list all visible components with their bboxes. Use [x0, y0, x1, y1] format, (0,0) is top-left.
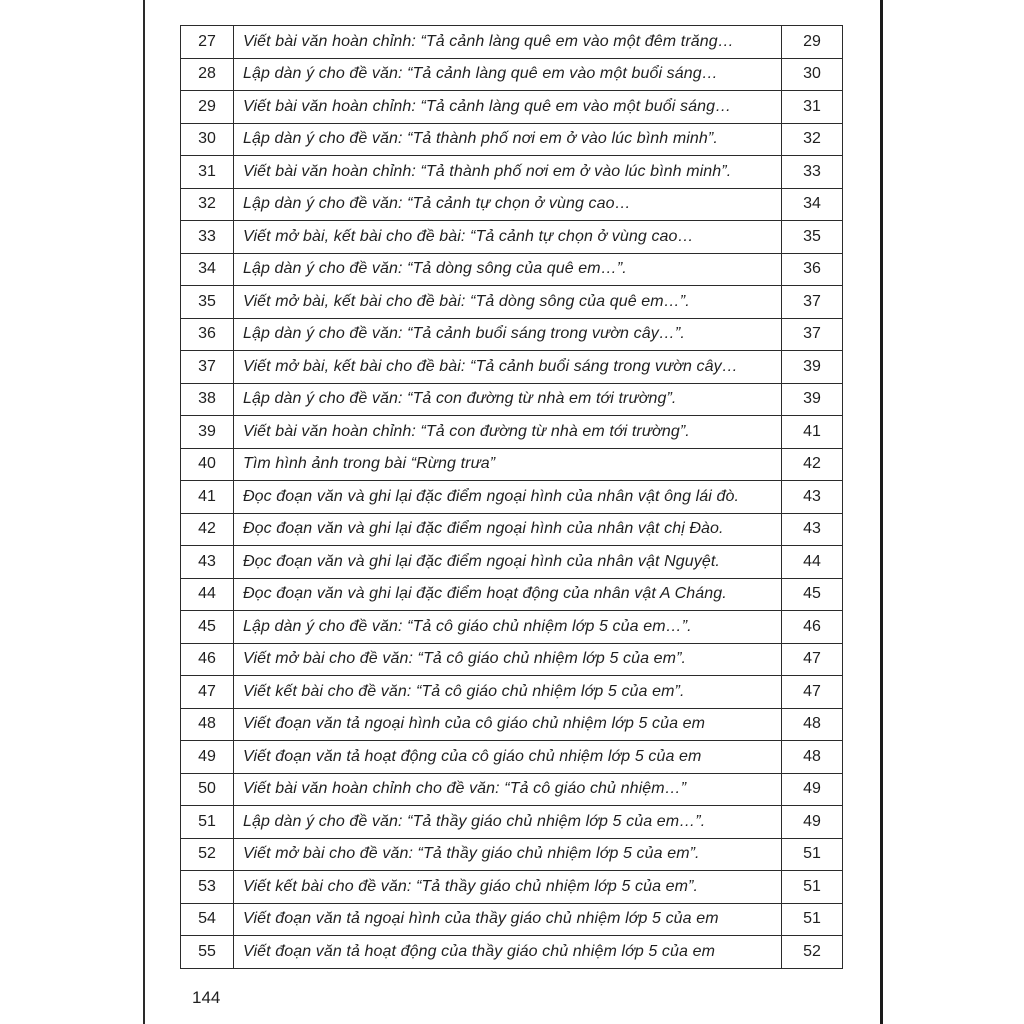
book-right-edge	[880, 0, 1024, 1024]
toc-body	[181, 26, 843, 969]
table-row	[181, 838, 843, 871]
row-title: Viết bài văn hoàn chỉnh: “Tả con đường từ nhà em tới trường”.	[234, 416, 782, 449]
row-number: 42	[181, 513, 234, 546]
row-number: 30	[181, 123, 234, 156]
row-title: Viết mở bài cho đề văn: “Tả cô giáo chủ nhiệm lớp 5 của em”.	[234, 643, 782, 676]
row-number: 34	[181, 253, 234, 286]
row-title: Viết đoạn văn tả ngoại hình của thầy giáo chủ nhiệm lớp 5 của em	[234, 903, 782, 936]
table-row	[181, 58, 843, 91]
row-title: Viết đoạn văn tả ngoại hình của cô giáo chủ nhiệm lớp 5 của em	[234, 708, 782, 741]
table-row	[181, 708, 843, 741]
row-page-number: 48	[782, 708, 843, 741]
row-number: 54	[181, 903, 234, 936]
row-number: 52	[181, 838, 234, 871]
row-title: Đọc đoạn văn và ghi lại đặc điểm ngoại hình của nhân vật ông lái đò.	[234, 481, 782, 514]
row-number: 27	[181, 26, 234, 59]
row-number: 48	[181, 708, 234, 741]
table-row	[181, 773, 843, 806]
row-title: Lập dàn ý cho đề văn: “Tả cảnh tự chọn ở vùng cao…	[234, 188, 782, 221]
row-title: Lập dàn ý cho đề văn: “Tả con đường từ nhà em tới trường”.	[234, 383, 782, 416]
row-title: Viết kết bài cho đề văn: “Tả cô giáo chủ nhiệm lớp 5 của em”.	[234, 676, 782, 709]
row-title: Lập dàn ý cho đề văn: “Tả cảnh buổi sáng trong vườn cây…”.	[234, 318, 782, 351]
row-page-number: 39	[782, 383, 843, 416]
table-row	[181, 351, 843, 384]
table-row	[181, 156, 843, 189]
row-title: Đọc đoạn văn và ghi lại đặc điểm hoạt động của nhân vật A Cháng.	[234, 578, 782, 611]
table-row	[181, 383, 843, 416]
row-page-number: 47	[782, 643, 843, 676]
table-row	[181, 936, 843, 969]
row-page-number: 41	[782, 416, 843, 449]
table-row	[181, 481, 843, 514]
table-row	[181, 611, 843, 644]
row-title: Lập dàn ý cho đề văn: “Tả dòng sông của quê em…”.	[234, 253, 782, 286]
row-title: Viết mở bài, kết bài cho đề bài: “Tả cảnh tự chọn ở vùng cao…	[234, 221, 782, 254]
row-number: 36	[181, 318, 234, 351]
row-page-number: 43	[782, 481, 843, 514]
row-number: 37	[181, 351, 234, 384]
row-number: 28	[181, 58, 234, 91]
table-row	[181, 416, 843, 449]
page-number: 144	[192, 988, 221, 1007]
table-row	[181, 676, 843, 709]
row-number: 41	[181, 481, 234, 514]
row-page-number: 37	[782, 286, 843, 319]
row-title: Đọc đoạn văn và ghi lại đặc điểm ngoại hình của nhân vật Nguyệt.	[234, 546, 782, 579]
row-number: 40	[181, 448, 234, 481]
row-title: Lập dàn ý cho đề văn: “Tả thầy giáo chủ nhiệm lớp 5 của em…”.	[234, 806, 782, 839]
row-number: 44	[181, 578, 234, 611]
row-page-number: 51	[782, 838, 843, 871]
row-title: Viết bài văn hoàn chỉnh cho đề văn: “Tả cô giáo chủ nhiệm…”	[234, 773, 782, 806]
table-row	[181, 221, 843, 254]
book-left-edge	[0, 0, 145, 1024]
row-number: 50	[181, 773, 234, 806]
row-title: Viết mở bài, kết bài cho đề bài: “Tả cảnh buổi sáng trong vườn cây…	[234, 351, 782, 384]
table-row	[181, 26, 843, 59]
row-page-number: 47	[782, 676, 843, 709]
book-page	[145, 0, 880, 1024]
row-page-number: 48	[782, 741, 843, 774]
row-title: Viết bài văn hoàn chỉnh: “Tả thành phố nơi em ở vào lúc bình minh”.	[234, 156, 782, 189]
table-row	[181, 871, 843, 904]
table-row	[181, 903, 843, 936]
row-title: Lập dàn ý cho đề văn: “Tả thành phố nơi em ở vào lúc bình minh”.	[234, 123, 782, 156]
row-page-number: 37	[782, 318, 843, 351]
table-row	[181, 286, 843, 319]
table-row	[181, 318, 843, 351]
table-row	[181, 188, 843, 221]
row-number: 35	[181, 286, 234, 319]
row-page-number: 29	[782, 26, 843, 59]
row-page-number: 39	[782, 351, 843, 384]
row-number: 49	[181, 741, 234, 774]
row-number: 43	[181, 546, 234, 579]
row-page-number: 36	[782, 253, 843, 286]
row-title: Viết bài văn hoàn chỉnh: “Tả cảnh làng quê em vào một đêm trăng…	[234, 26, 782, 59]
row-title: Lập dàn ý cho đề văn: “Tả cô giáo chủ nhiệm lớp 5 của em…”.	[234, 611, 782, 644]
row-number: 32	[181, 188, 234, 221]
table-row	[181, 741, 843, 774]
row-number: 55	[181, 936, 234, 969]
row-page-number: 32	[782, 123, 843, 156]
row-number: 38	[181, 383, 234, 416]
row-page-number: 46	[782, 611, 843, 644]
row-page-number: 49	[782, 773, 843, 806]
row-title: Viết đoạn văn tả hoạt động của thầy giáo chủ nhiệm lớp 5 của em	[234, 936, 782, 969]
row-page-number: 33	[782, 156, 843, 189]
row-title: Viết mở bài cho đề văn: “Tả thầy giáo chủ nhiệm lớp 5 của em”.	[234, 838, 782, 871]
row-page-number: 49	[782, 806, 843, 839]
row-number: 29	[181, 91, 234, 124]
table-row	[181, 643, 843, 676]
row-number: 46	[181, 643, 234, 676]
row-page-number: 45	[782, 578, 843, 611]
row-title: Viết mở bài, kết bài cho đề bài: “Tả dòng sông của quê em…”.	[234, 286, 782, 319]
table-row	[181, 448, 843, 481]
table-row	[181, 91, 843, 124]
row-number: 33	[181, 221, 234, 254]
row-page-number: 51	[782, 903, 843, 936]
row-number: 53	[181, 871, 234, 904]
row-number: 45	[181, 611, 234, 644]
table-row	[181, 513, 843, 546]
row-page-number: 44	[782, 546, 843, 579]
row-title: Viết kết bài cho đề văn: “Tả thầy giáo chủ nhiệm lớp 5 của em”.	[234, 871, 782, 904]
row-number: 47	[181, 676, 234, 709]
row-page-number: 42	[782, 448, 843, 481]
row-page-number: 52	[782, 936, 843, 969]
row-page-number: 35	[782, 221, 843, 254]
row-page-number: 34	[782, 188, 843, 221]
table-of-contents	[180, 25, 843, 969]
row-number: 39	[181, 416, 234, 449]
row-title: Đọc đoạn văn và ghi lại đặc điểm ngoại hình của nhân vật chị Đào.	[234, 513, 782, 546]
row-number: 31	[181, 156, 234, 189]
row-title: Tìm hình ảnh trong bài “Rừng trưa”	[234, 448, 782, 481]
row-page-number: 51	[782, 871, 843, 904]
row-title: Lập dàn ý cho đề văn: “Tả cảnh làng quê em vào một buổi sáng…	[234, 58, 782, 91]
row-number: 51	[181, 806, 234, 839]
table-row	[181, 253, 843, 286]
row-page-number: 43	[782, 513, 843, 546]
row-page-number: 31	[782, 91, 843, 124]
table-row	[181, 546, 843, 579]
row-title: Viết bài văn hoàn chỉnh: “Tả cảnh làng quê em vào một buổi sáng…	[234, 91, 782, 124]
row-page-number: 30	[782, 58, 843, 91]
table-row	[181, 578, 843, 611]
table-row	[181, 806, 843, 839]
table-row	[181, 123, 843, 156]
row-title: Viết đoạn văn tả hoạt động của cô giáo chủ nhiệm lớp 5 của em	[234, 741, 782, 774]
